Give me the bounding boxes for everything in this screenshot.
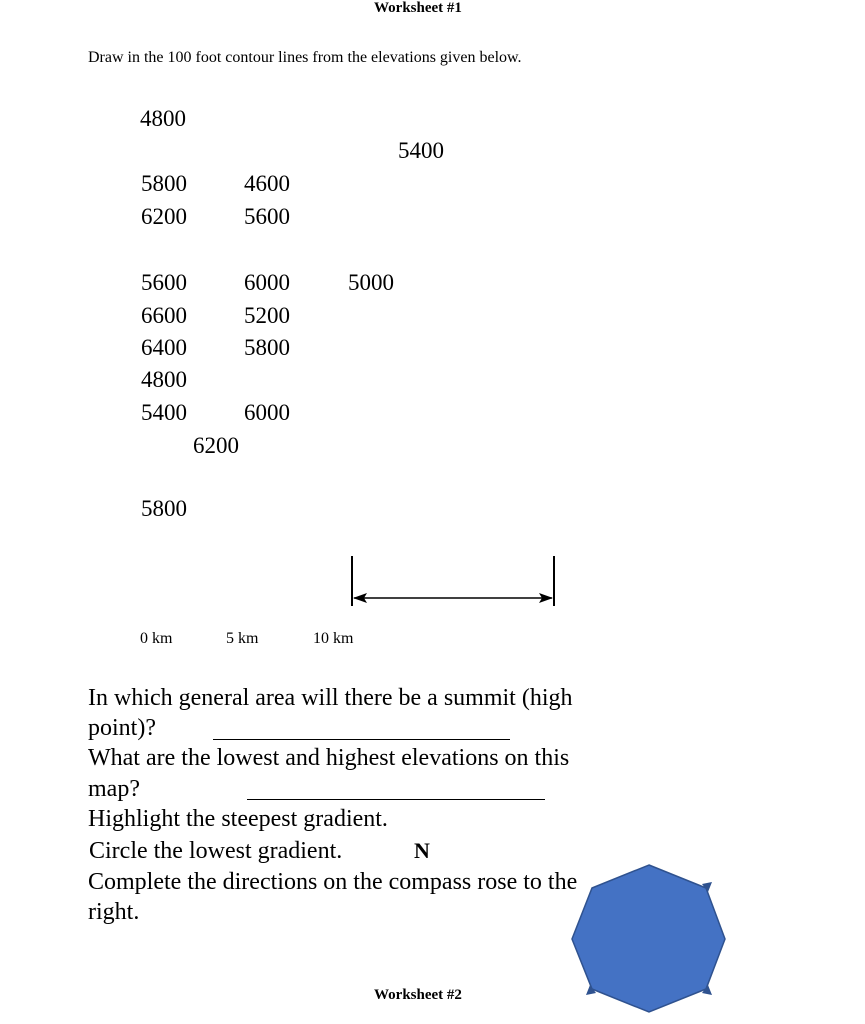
- question-elevations-line1: What are the lowest and highest elevations on this: [88, 745, 570, 771]
- answer-blank-elevations[interactable]: [247, 799, 545, 800]
- elevation-label: 4600: [244, 171, 290, 196]
- elevation-label: 5800: [244, 335, 290, 360]
- elevation-label: 5800: [141, 171, 187, 196]
- scale-label-10km: 10 km: [313, 630, 354, 647]
- elevation-label: 6000: [244, 400, 290, 425]
- page-title: Worksheet #1: [374, 0, 462, 16]
- answer-blank-summit[interactable]: [213, 739, 510, 740]
- elevation-label: 5200: [244, 303, 290, 328]
- elevation-label: 5600: [141, 270, 187, 295]
- elevation-label: 5000: [348, 270, 394, 295]
- next-worksheet-title: Worksheet #2: [374, 987, 462, 1003]
- elevation-label: 6400: [141, 335, 187, 360]
- question-elevations-line2: map?: [88, 776, 140, 802]
- scale-label-0km: 0 km: [140, 630, 173, 647]
- compass-rose[interactable]: [568, 862, 730, 1016]
- question-summit-line1: In which general area will there be a summit (high: [88, 685, 573, 711]
- elevation-label: 6200: [193, 433, 239, 458]
- instructions-text: Draw in the 100 foot contour lines from the elevations given below.: [88, 49, 522, 66]
- question-compass-line1: Complete the directions on the compass rose to the: [88, 869, 578, 895]
- question-compass-line2: right.: [88, 899, 140, 925]
- elevation-label: 5400: [398, 138, 444, 163]
- question-steepest-gradient: Highlight the steepest gradient.: [88, 806, 388, 832]
- elevation-label: 4800: [141, 367, 187, 392]
- question-summit-line2: point)?: [88, 715, 156, 741]
- elevation-label: 6200: [141, 204, 187, 229]
- compass-north-label: N: [414, 838, 430, 863]
- elevation-label: 5600: [244, 204, 290, 229]
- elevation-label: 4800: [140, 106, 186, 131]
- question-lowest-gradient: Circle the lowest gradient.: [89, 838, 343, 864]
- elevation-label: 6600: [141, 303, 187, 328]
- scale-bar: [340, 552, 565, 612]
- elevation-label: 5400: [141, 400, 187, 425]
- elevation-label: 5800: [141, 496, 187, 521]
- scale-label-5km: 5 km: [226, 630, 259, 647]
- elevation-label: 6000: [244, 270, 290, 295]
